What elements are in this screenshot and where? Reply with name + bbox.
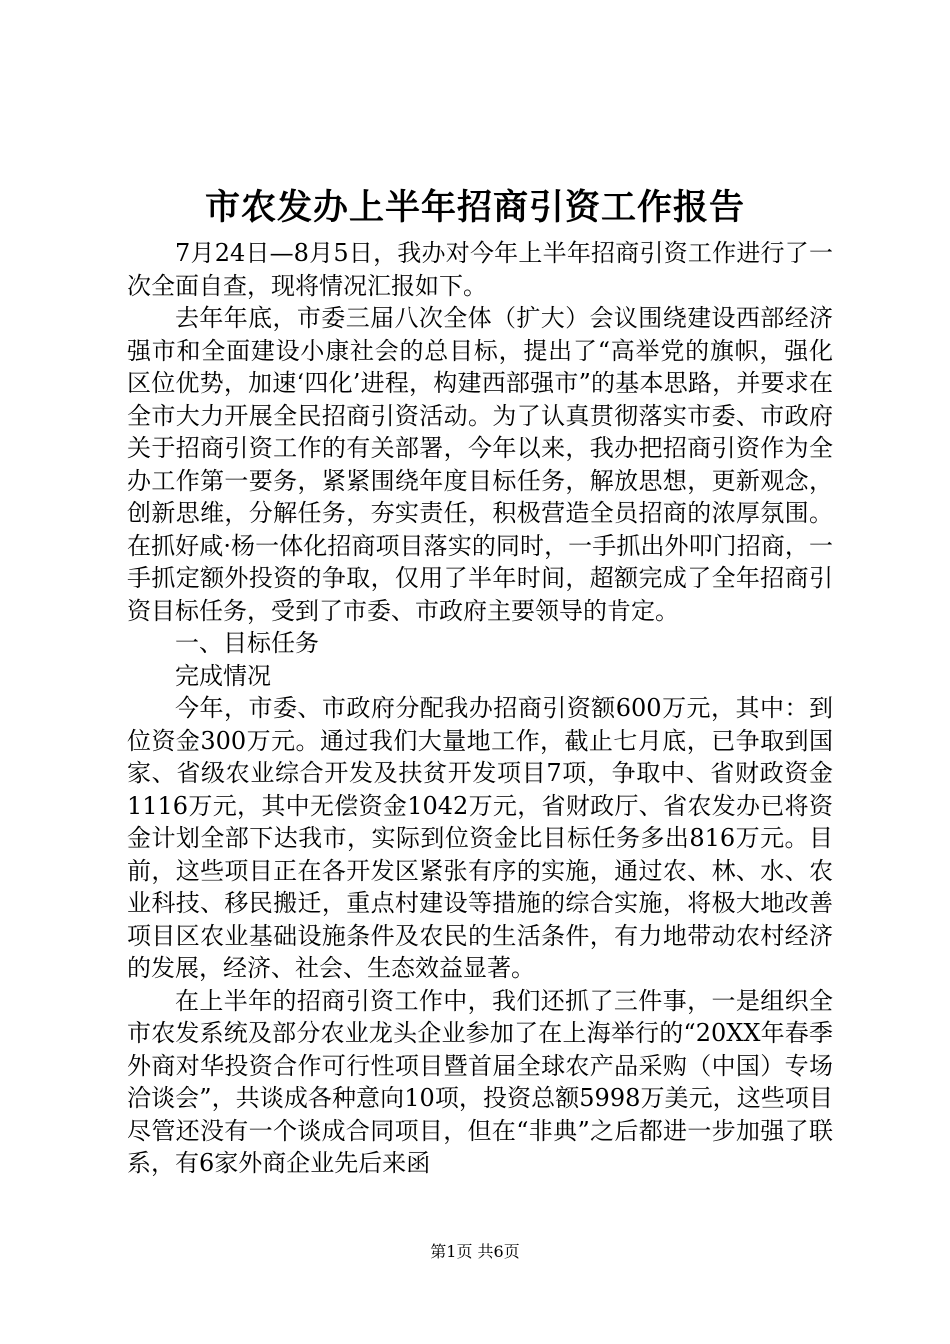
subsection-heading: 完成情况 [175, 661, 271, 690]
paragraph: 今年，市委、市政府分配我办招商引资额600万元，其中：到位资金300万元。通过我们大量地工作，截止七月底，已争取到国家、省级农业综合开发及扶贫开发项目7项，争取中、省财政资金1116万元，其中无偿资金1042万元，省财政厅、省农发办已将资金计划全部下达我市，实际到位资金比目标任务多出816万元。目前，这些项目正在各开发区紧张有序的实施，通过农、林、水、农业科技、移民搬迁，重点村建设等措施的综合实施，将极大地改善项目区农业基础设施条件及农民的生活条件，有力地带动农村经济的发展，经济、社会、生态效益显著。 [127, 694, 833, 982]
document-body [127, 237, 833, 1180]
section-heading: 一、目标任务 [175, 629, 319, 657]
paragraph: 7月24日—8月5日，我办对今年上半年招商引资工作进行了一次全面自查，现将情况汇报如下。 [127, 239, 833, 300]
page-title: 市农发办上半年招商引资工作报告 [204, 187, 745, 228]
paragraph: 去年年底，市委三届八次全体（扩大）会议围绕建设西部经济强市和全面建设小康社会的总目标，提出了“高举党的旗帜，强化区位优势，加速‘四化’进程，构建西部强市”的基本思路，并要求在全市大力开展全民招商引资活动。为了认真贯彻落实市委、市政府关于招商引资工作的有关部署，今年以来，我办把招商引资作为全办工作第一要务，紧紧围绕年度目标任务，解放思想，更新观念，创新思维，分解任务，夯实责任，积极营造全员招商的浓厚氛围。在抓好咸·杨一体化招商项目落实的同时，一手抓出外叩门招商，一手抓定额外投资的争取，仅用了半年时间，超额完成了全年招商引资目标任务，受到了市委、市政府主要领导的肯定。 [127, 304, 833, 625]
page-footer: 第1页 共6页 [430, 1242, 520, 1261]
paragraph: 在上半年的招商引资工作中，我们还抓了三件事，一是组织全市农发系统及部分农业龙头企业参加了在上海举行的“20XX年春季外商对华投资合作可行性项目暨首届全球农产品采购（中国）专场洽谈会”，共谈成各种意向10项，投资总额5998万美元，这些项目尽管还没有一个谈成合同项目，但在“非典”之后都进一步加强了联系，有6家外商企业先后来函 [127, 986, 833, 1177]
